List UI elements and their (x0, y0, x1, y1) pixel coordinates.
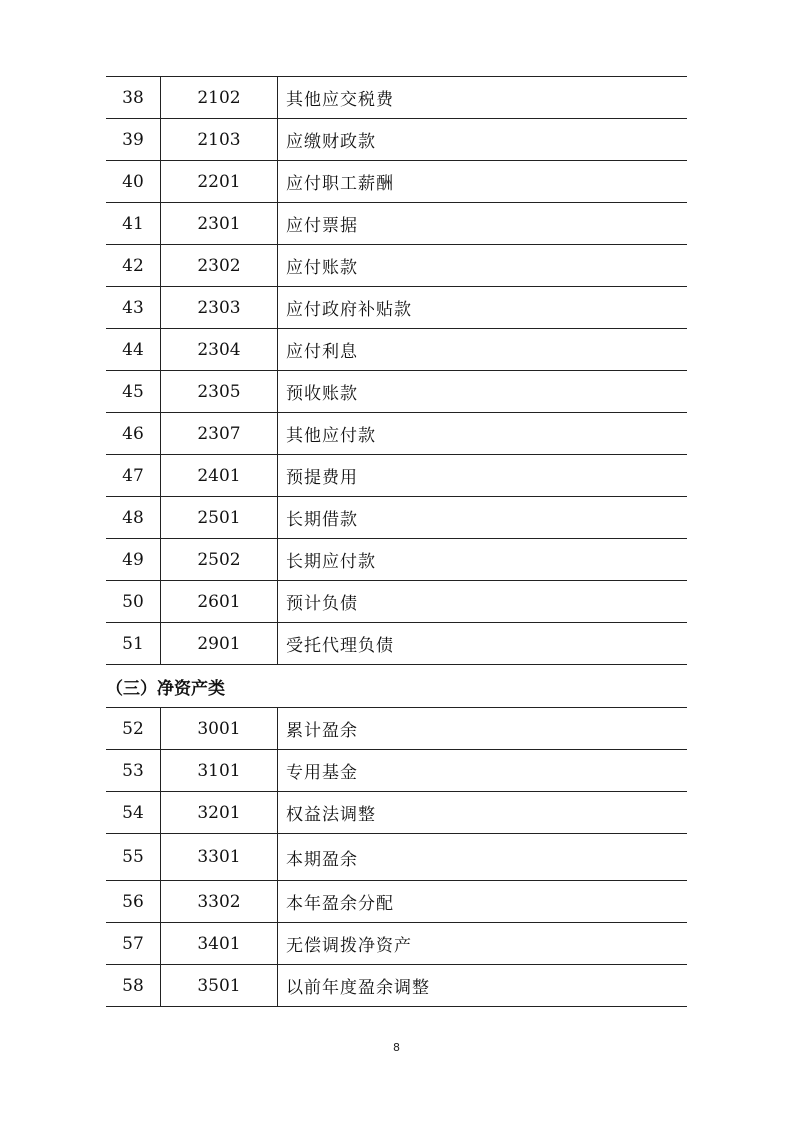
row-number: 38 (106, 77, 161, 118)
table-row (106, 539, 687, 581)
account-code: 2201 (161, 161, 278, 202)
table-row (106, 750, 687, 792)
accounts-table (106, 76, 687, 1007)
account-code: 3501 (161, 965, 278, 1006)
account-code: 2401 (161, 455, 278, 496)
account-name: 专用基金 (286, 763, 358, 783)
table-row (106, 965, 687, 1007)
row-number: 50 (106, 581, 161, 622)
account-code: 2102 (161, 77, 278, 118)
account-code: 2304 (161, 329, 278, 370)
table-row (106, 287, 687, 329)
account-name: 应付政府补贴款 (286, 300, 412, 320)
row-number: 52 (106, 708, 161, 749)
account-code: 2305 (161, 371, 278, 412)
account-name: 预计负债 (286, 594, 358, 614)
account-code: 2502 (161, 539, 278, 580)
page-number: 8 (393, 1041, 400, 1054)
row-number: 40 (106, 161, 161, 202)
table-row (106, 923, 687, 965)
account-code: 2901 (161, 623, 278, 664)
account-name: 累计盈余 (286, 721, 358, 741)
account-name: 应缴财政款 (286, 132, 376, 152)
account-name: 权益法调整 (286, 805, 376, 825)
account-code: 3302 (161, 881, 278, 922)
table-row (106, 881, 687, 923)
account-name: 长期借款 (286, 510, 358, 530)
account-code: 2302 (161, 245, 278, 286)
row-number: 54 (106, 792, 161, 833)
account-name: 以前年度盈余调整 (286, 978, 430, 998)
table-row (106, 455, 687, 497)
account-name: 应付票据 (286, 216, 358, 236)
account-code: 2601 (161, 581, 278, 622)
account-code: 2307 (161, 413, 278, 454)
row-number: 48 (106, 497, 161, 538)
table-row (106, 497, 687, 539)
table-row (106, 161, 687, 203)
table-row (106, 708, 687, 750)
account-code: 3101 (161, 750, 278, 791)
row-number: 49 (106, 539, 161, 580)
row-number: 46 (106, 413, 161, 454)
account-code: 2301 (161, 203, 278, 244)
account-code: 2501 (161, 497, 278, 538)
account-name: 受托代理负债 (286, 636, 394, 656)
row-number: 53 (106, 750, 161, 791)
row-number: 57 (106, 923, 161, 964)
row-number: 44 (106, 329, 161, 370)
row-number: 47 (106, 455, 161, 496)
table-row (106, 203, 687, 245)
row-number: 51 (106, 623, 161, 664)
account-name: 其他应付款 (286, 426, 376, 446)
account-code: 2103 (161, 119, 278, 160)
row-number: 43 (106, 287, 161, 328)
row-number: 42 (106, 245, 161, 286)
table-row (106, 834, 687, 881)
table-row (106, 329, 687, 371)
table-row (106, 623, 687, 665)
row-number: 58 (106, 965, 161, 1006)
account-name: 无偿调拨净资产 (286, 936, 412, 956)
row-number: 45 (106, 371, 161, 412)
account-code: 2303 (161, 287, 278, 328)
account-name: 应付账款 (286, 258, 358, 278)
row-number: 39 (106, 119, 161, 160)
account-name: 其他应交税费 (286, 90, 394, 110)
account-code: 3001 (161, 708, 278, 749)
table-row (106, 77, 687, 119)
row-number: 41 (106, 203, 161, 244)
account-code: 3201 (161, 792, 278, 833)
row-number: 55 (106, 834, 161, 880)
account-name: 应付利息 (286, 342, 358, 362)
row-number: 56 (106, 881, 161, 922)
table-row (106, 413, 687, 455)
table-row (106, 792, 687, 834)
account-name: 本年盈余分配 (286, 894, 394, 914)
table-row (106, 119, 687, 161)
account-code: 3301 (161, 834, 278, 880)
account-name: 本期盈余 (286, 849, 358, 870)
account-name: 预提费用 (286, 468, 358, 488)
table-row (106, 245, 687, 287)
account-name: 长期应付款 (286, 552, 376, 572)
account-name: 应付职工薪酬 (286, 174, 394, 194)
section-title: （三）净资产类 (106, 678, 225, 699)
table-row (106, 371, 687, 413)
account-code: 3401 (161, 923, 278, 964)
section-heading-row (106, 665, 687, 708)
account-name: 预收账款 (286, 384, 358, 404)
table-row (106, 581, 687, 623)
